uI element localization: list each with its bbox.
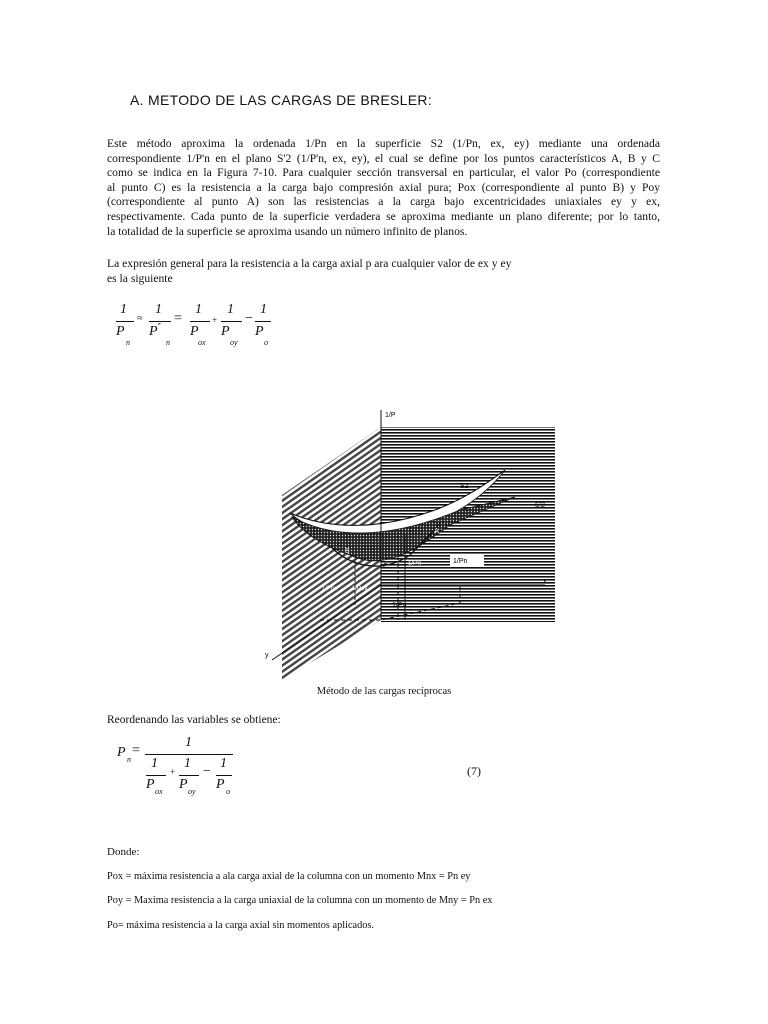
- intro-line: respectivamente. Cada punto de la superficie verdadera se aproxima mediante un plano diferente; por lo tanto,: [107, 209, 660, 223]
- reorder-text: Reordenando las variables se obtiene:: [107, 714, 281, 726]
- general-line: La expresión general para la resistencia a la carga axial p ara cualquier valor de ex y ey: [107, 257, 512, 270]
- intro-line: Este método aproxima la ordenada 1/Pn en la superficie S2 (1/Pn, ex, ey) mediante una ordenada: [107, 137, 660, 150]
- eq2-term-sub: oy: [188, 787, 196, 796]
- s2-prime-label: S'2: [535, 502, 545, 509]
- one-over-po-label: 1/Po: [392, 602, 407, 609]
- eq2-lhs: P: [117, 745, 126, 760]
- eq1-subscript: ox: [198, 338, 206, 347]
- eq1-denominator: P ́: [149, 324, 161, 339]
- definition-item: Poy = Maxima resistencia a la carga uniaxial de la columna con un momento de Mny = Pn ex: [107, 895, 493, 906]
- eq2-lhs-sub: n: [127, 755, 131, 764]
- pn-equation: [117, 735, 497, 800]
- intro-line: la totalidad de la superficie se aproxima usando un número infinito de planos.: [107, 224, 468, 238]
- intro-line: como se indica en la Figura 7-10. Para cualquier sección transversal en particular, el valor Po (correspondiente: [107, 166, 660, 180]
- eq1-subscript: o: [264, 338, 268, 347]
- eq1-subscript: n: [126, 338, 130, 347]
- eq1-subscript: oy: [230, 338, 238, 347]
- s2-label: S2: [460, 483, 469, 490]
- one-over-poy-label: 1/Poy: [352, 586, 368, 592]
- eq2-minus: −: [203, 764, 211, 779]
- eq1-denominator: P: [116, 324, 125, 339]
- eq1-numerator: 1: [155, 302, 162, 317]
- section-heading: A. METODO DE LAS CARGAS DE BRESLER:: [130, 92, 432, 108]
- figure-drawing: [260, 405, 560, 680]
- eq1-plus: +: [212, 315, 218, 325]
- x-axis-label: x: [543, 578, 547, 585]
- point-a-label: A: [434, 528, 439, 535]
- eq2-term-sub: o: [226, 787, 230, 796]
- eq1-numerator: 1: [120, 302, 127, 317]
- eq2-term-den: P: [146, 777, 155, 792]
- intro-line: (correspondiente al punto A) son las resistencias a la carga bajo excentricidades uniaxiales ey y ex,: [107, 195, 660, 209]
- general-expression-text: [107, 257, 660, 286]
- intro-paragraph: [107, 137, 660, 239]
- eq1-denominator: P: [255, 324, 264, 339]
- eq2-term-num: 1: [184, 756, 191, 771]
- eq1-numerator: 1: [227, 302, 234, 317]
- eq2-numerator: 1: [185, 735, 192, 750]
- general-line: es la siguiente: [107, 271, 173, 285]
- y-axis-label: y: [265, 652, 269, 659]
- bresler-equation: [112, 300, 292, 350]
- reciprocal-load-figure: [260, 405, 560, 680]
- eq1-minus: −: [245, 311, 253, 326]
- eq1-denominator: P: [190, 324, 199, 339]
- point-b-label: B: [345, 548, 350, 555]
- eq1-numerator: 1: [195, 302, 202, 317]
- definitions-title: Donde:: [107, 846, 140, 858]
- eq2-term-sub: ox: [155, 787, 163, 796]
- definition-item: Pox = máxima resistencia a ala carga axial de la columna con un momento Mnx = Pn ey: [107, 871, 471, 882]
- eq2-term-num: 1: [151, 756, 158, 771]
- eq2-plus: +: [170, 767, 176, 777]
- eq2-term-num: 1: [220, 756, 227, 771]
- eq2-term-den: P: [179, 777, 188, 792]
- point-c-label: C: [383, 563, 389, 570]
- intro-line: al punto C) es la resistencia a la carga bajo compresión axial pura; Pox (correspondiente al punto B) y Poy: [107, 180, 660, 194]
- eq1-equals: =: [174, 311, 182, 326]
- one-over-pnp-label: 1/P'n: [408, 561, 422, 567]
- one-over-pn-label: 1/Pn: [453, 558, 468, 565]
- equation-number: (7): [467, 764, 481, 778]
- eq1-numerator: 1: [260, 302, 267, 317]
- vertical-axis-label: 1/P: [385, 412, 396, 419]
- eq1-approx: ≈: [137, 313, 143, 324]
- definition-item: Po= máxima resistencia a la carga axial sin momentos aplicados.: [107, 920, 374, 931]
- one-over-pox-label: 1/Pox: [322, 586, 338, 592]
- figure-caption: Método de las cargas recíprocas: [316, 686, 452, 697]
- eq1-subscript: n: [166, 338, 170, 347]
- eq2-term-den: P: [216, 777, 225, 792]
- eq1-denominator: P: [221, 324, 230, 339]
- intro-line: correspondiente 1/P'n en el plano S'2 (1/P'n, ex, ey), el cual se define por los puntos característicos A, B y C: [107, 151, 660, 165]
- eq2-equals: =: [132, 743, 140, 758]
